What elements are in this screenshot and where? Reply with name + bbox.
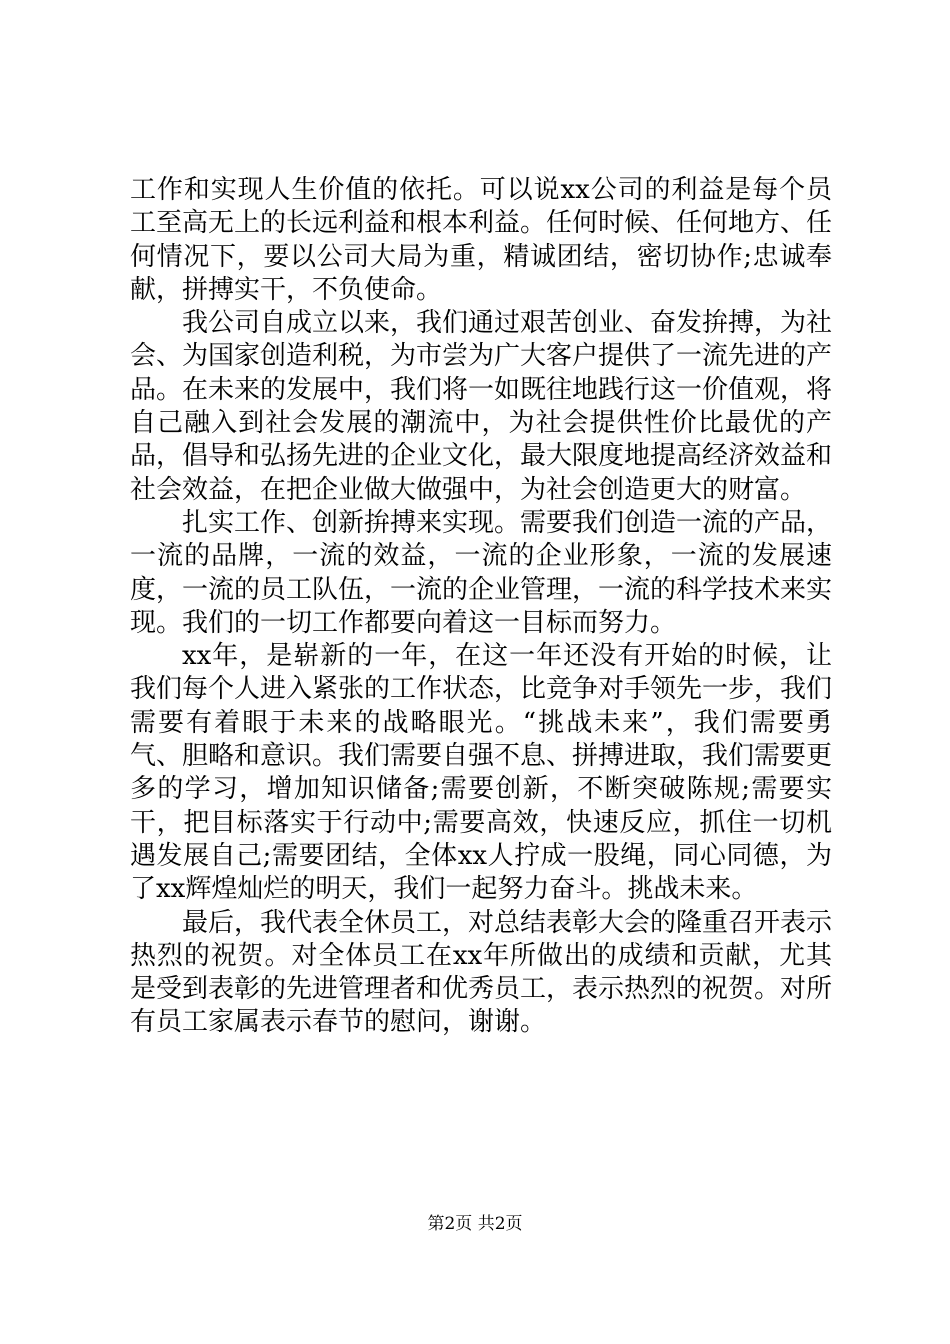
paragraph-closing-greetings: 最后，我代表全休员工，对总结表彰大会的隆重召开表示热烈的祝贺。对全体员工在xx年所做出的成绩和贡献，尤其是受到表彰的先进管理者和优秀员工，表示热烈的祝贺。对所有员工家属表示春节的慰问，谢谢。 bbox=[130, 907, 833, 1038]
document-body bbox=[130, 174, 832, 1040]
page-number-footer: 第2页 共2页 bbox=[427, 1214, 523, 1234]
paragraph-first-class-goals: 扎实工作、创新拚搏来实现。需要我们创造一流的产品，一流的品牌，一流的效益，一流的企业形象，一流的发展速度，一流的员工队伍，一流的企业管理，一流的科学技术来实现。我们的一切工作都要向着这一目标而努力。 bbox=[130, 507, 833, 638]
paragraph-company-history: 我公司自成立以来，我们通过艰苦创业、奋发拚搏，为社会、为国家创造利税，为市尝为广大客户提供了一流先进的产品。在未来的发展中，我们将一如既往地践行这一价值观，将自己融入到社会发展的潮流中，为社会提供性价比最优的产品，倡导和弘扬先进的企业文化，最大限度地提高经济效益和社会效益，在把企业做大做强中，为社会创造更大的财富。 bbox=[130, 308, 833, 505]
paragraph-new-year-challenge: xx年，是崭新的一年，在这一年还没有开始的时候，让我们每个人进入紧张的工作状态，比竞争对手领先一步，我们需要有着眼于未来的战略眼光。“挑战未来”，我们需要勇气、胆略和意识。我们需要自强不息、拼搏进取，我们需要更多的学习，增加知识储备;需要创新，不断突破陈规;需要实干，把目标落实于行动中;需要高效，快速反应，抓住一切机遇发展自己;需要团结，全体xx人拧成一股绳，同心同德，为了xx辉煌灿烂的明天，我们一起努力奋斗。挑战未来。 bbox=[130, 641, 833, 905]
paragraph-continuation: 工作和实现人生价值的依托。可以说xx公司的利益是每个员工至高无上的长远利益和根本利益。任何时候、任何地方、任何情况下，要以公司大局为重，精诚团结，密切协作;忠诚奉献，拼搏实干，不负使命。 bbox=[130, 175, 833, 305]
